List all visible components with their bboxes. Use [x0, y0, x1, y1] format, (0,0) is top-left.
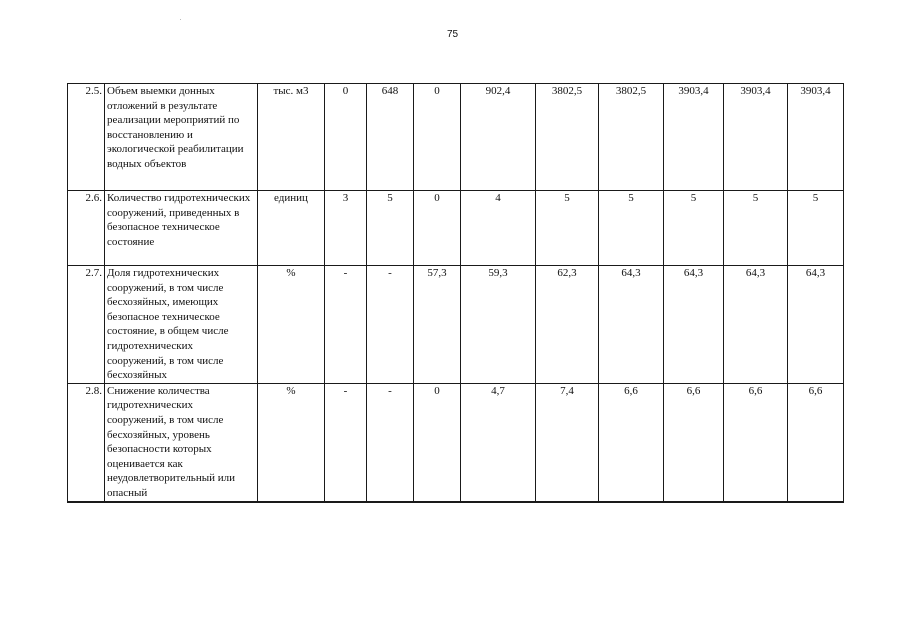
value-cell: 4 — [461, 191, 536, 266]
value-cell: 3 — [325, 191, 367, 266]
value-cell: 902,4 — [461, 84, 536, 191]
value-cell: 3802,5 — [536, 84, 599, 191]
value-cell: 6,6 — [599, 383, 664, 501]
value-cell: 7,4 — [536, 383, 599, 501]
indicator-name: Количество гидротехнических сооружений, приведенных в безопасное техническое состояние — [105, 191, 258, 266]
value-cell: 57,3 — [414, 266, 461, 384]
value-cell: 4,7 — [461, 383, 536, 501]
value-cell: 62,3 — [536, 266, 599, 384]
unit-cell: тыс. м3 — [258, 84, 325, 191]
row-code: 2.5. — [68, 84, 105, 191]
value-cell: 64,3 — [724, 266, 788, 384]
value-cell: 3903,4 — [664, 84, 724, 191]
row-code: 2.6. — [68, 191, 105, 266]
indicator-name: Объем выемки донных отложений в результате реализации мероприятий по восстановлению и экологической реабилитации водных объектов — [105, 84, 258, 191]
value-cell: 5 — [536, 191, 599, 266]
indicator-name: Снижение количества гидротехнических сооружений, в том числе бесхозяйных, уровень безопасности которых оценивается как неудовлетворительный или опасный — [105, 383, 258, 501]
value-cell: 5 — [367, 191, 414, 266]
value-cell: 6,6 — [788, 383, 844, 501]
table-row — [68, 266, 844, 384]
unit-cell: % — [258, 383, 325, 501]
unit-cell: % — [258, 266, 325, 384]
row-code: 2.8. — [68, 383, 105, 501]
value-cell: 64,3 — [788, 266, 844, 384]
value-cell: 0 — [414, 84, 461, 191]
value-cell: 3903,4 — [724, 84, 788, 191]
row-code: 2.7. — [68, 266, 105, 384]
value-cell: 648 — [367, 84, 414, 191]
value-cell: 0 — [414, 191, 461, 266]
table-row — [68, 191, 844, 266]
value-cell: 5 — [599, 191, 664, 266]
value-cell: 0 — [414, 383, 461, 501]
value-cell: 3802,5 — [599, 84, 664, 191]
page-number: 75 — [446, 29, 459, 40]
unit-cell: единиц — [258, 191, 325, 266]
table-row — [68, 383, 844, 501]
value-cell: - — [367, 383, 414, 501]
value-cell: 5 — [664, 191, 724, 266]
value-cell: 0 — [325, 84, 367, 191]
value-cell: - — [325, 266, 367, 384]
value-cell: - — [367, 266, 414, 384]
value-cell: - — [325, 383, 367, 501]
value-cell: 5 — [788, 191, 844, 266]
value-cell: 6,6 — [724, 383, 788, 501]
scan-dot — [180, 19, 181, 20]
value-cell: 59,3 — [461, 266, 536, 384]
indicator-name: Доля гидротехнических сооружений, в том числе бесхозяйных, имеющих безопасное техническое состояние, в общем числе гидротехнических сооружений, в том числе бесхозяйных — [105, 266, 258, 384]
value-cell: 6,6 — [664, 383, 724, 501]
table-row — [68, 84, 844, 191]
indicators-table — [67, 83, 844, 503]
table-body — [68, 84, 844, 502]
value-cell: 64,3 — [664, 266, 724, 384]
value-cell: 5 — [724, 191, 788, 266]
value-cell: 3903,4 — [788, 84, 844, 191]
value-cell: 64,3 — [599, 266, 664, 384]
